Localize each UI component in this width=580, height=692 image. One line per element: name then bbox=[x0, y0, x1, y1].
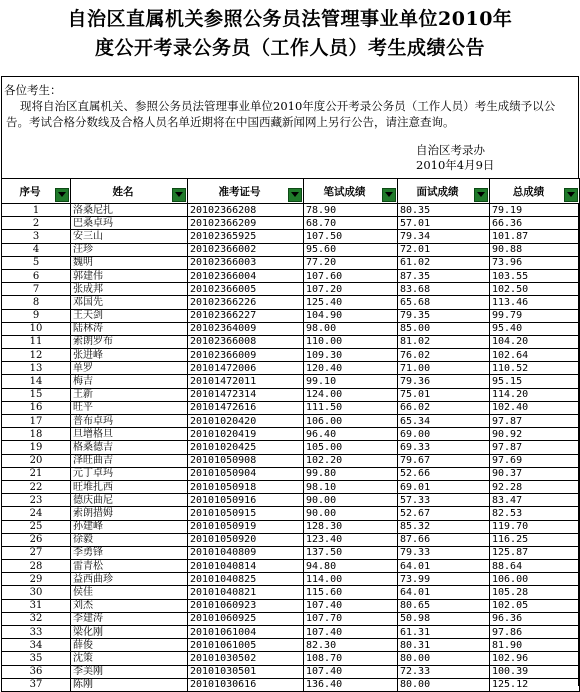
cell-name: 益西曲珍 bbox=[71, 573, 188, 586]
cell-interview-score: 80.35 bbox=[398, 204, 490, 217]
cell-exam-id: 20102366005 bbox=[188, 283, 304, 296]
table-body bbox=[2, 204, 580, 692]
column-header-label: 姓名 bbox=[112, 185, 134, 198]
cell-interview-score: 72.01 bbox=[398, 243, 490, 256]
cell-total-score: 114.20 bbox=[490, 388, 580, 401]
column-header-total-score bbox=[490, 179, 580, 204]
cell-total-score: 101.87 bbox=[490, 230, 580, 243]
cell-index: 12 bbox=[2, 349, 71, 362]
cell-interview-score: 80.00 bbox=[398, 678, 490, 691]
cell-written-score: 136.40 bbox=[304, 678, 398, 691]
cell-written-score: 107.20 bbox=[304, 283, 398, 296]
table-row bbox=[2, 507, 580, 520]
cell-interview-score: 52.67 bbox=[398, 507, 490, 520]
cell-total-score: 102.40 bbox=[490, 401, 580, 414]
column-header-label: 笔试成绩 bbox=[323, 185, 366, 198]
cell-index: 34 bbox=[2, 639, 71, 652]
cell-written-score: 82.30 bbox=[304, 639, 398, 652]
table-row bbox=[2, 533, 580, 546]
cell-name: 刘杰 bbox=[71, 599, 188, 612]
cell-index: 4 bbox=[2, 243, 71, 256]
cell-name: 梅吉 bbox=[71, 375, 188, 388]
cell-exam-id: 20102366009 bbox=[188, 349, 304, 362]
cell-name: 安三山 bbox=[71, 230, 188, 243]
cell-interview-score: 65.34 bbox=[398, 415, 490, 428]
cell-interview-score: 83.68 bbox=[398, 283, 490, 296]
table-row bbox=[2, 243, 580, 256]
table-row bbox=[2, 309, 580, 322]
cell-exam-id: 20101061004 bbox=[188, 626, 304, 639]
cell-written-score: 94.80 bbox=[304, 560, 398, 573]
cell-written-score: 107.60 bbox=[304, 269, 398, 282]
cell-total-score: 90.88 bbox=[490, 243, 580, 256]
cell-name: 汪珍 bbox=[71, 243, 188, 256]
cell-written-score: 78.90 bbox=[304, 204, 398, 217]
cell-interview-score: 87.66 bbox=[398, 533, 490, 546]
cell-index: 16 bbox=[2, 401, 71, 414]
cell-written-score: 68.70 bbox=[304, 217, 398, 230]
cell-index: 18 bbox=[2, 428, 71, 441]
cell-total-score: 90.92 bbox=[490, 428, 580, 441]
cell-total-score: 104.20 bbox=[490, 335, 580, 348]
cell-name: 郭建伟 bbox=[71, 269, 188, 282]
cell-index: 21 bbox=[2, 467, 71, 480]
table-row bbox=[2, 665, 580, 678]
cell-exam-id: 20101020425 bbox=[188, 441, 304, 454]
cell-name: 陈刚 bbox=[71, 678, 188, 691]
table-row bbox=[2, 283, 580, 296]
cell-total-score: 82.53 bbox=[490, 507, 580, 520]
cell-name: 巴桑卓玛 bbox=[71, 217, 188, 230]
cell-interview-score: 65.68 bbox=[398, 296, 490, 309]
table-row bbox=[2, 362, 580, 375]
cell-exam-id: 20101050920 bbox=[188, 533, 304, 546]
table-row bbox=[2, 652, 580, 665]
cell-exam-id: 20102366226 bbox=[188, 296, 304, 309]
cell-total-score: 79.19 bbox=[490, 204, 580, 217]
cell-exam-id: 20102366003 bbox=[188, 256, 304, 269]
cell-exam-id: 20101060923 bbox=[188, 599, 304, 612]
table-row bbox=[2, 612, 580, 625]
cell-index: 7 bbox=[2, 283, 71, 296]
cell-name: 张成邦 bbox=[71, 283, 188, 296]
cell-exam-id: 20101472314 bbox=[188, 388, 304, 401]
cell-interview-score: 69.33 bbox=[398, 441, 490, 454]
header-row bbox=[2, 179, 580, 204]
cell-total-score: 96.36 bbox=[490, 612, 580, 625]
table-row bbox=[2, 678, 580, 691]
cell-written-score: 106.00 bbox=[304, 415, 398, 428]
table-row bbox=[2, 454, 580, 467]
cell-name: 雷青松 bbox=[71, 560, 188, 573]
cell-exam-id: 20101030616 bbox=[188, 678, 304, 691]
table-row bbox=[2, 573, 580, 586]
cell-total-score: 95.40 bbox=[490, 322, 580, 335]
cell-index: 17 bbox=[2, 415, 71, 428]
table-row bbox=[2, 415, 580, 428]
cell-exam-id: 20101050919 bbox=[188, 520, 304, 533]
column-header-index bbox=[2, 179, 71, 204]
cell-interview-score: 80.31 bbox=[398, 639, 490, 652]
table-row bbox=[2, 322, 580, 335]
cell-written-score: 90.00 bbox=[304, 494, 398, 507]
cell-written-score: 96.40 bbox=[304, 428, 398, 441]
table-row bbox=[2, 441, 580, 454]
cell-name: 李美刚 bbox=[71, 665, 188, 678]
cell-index: 26 bbox=[2, 533, 71, 546]
table-row bbox=[2, 520, 580, 533]
cell-interview-score: 64.01 bbox=[398, 586, 490, 599]
cell-total-score: 97.87 bbox=[490, 441, 580, 454]
table-row bbox=[2, 586, 580, 599]
cell-index: 31 bbox=[2, 599, 71, 612]
column-header-exam-id bbox=[188, 179, 304, 204]
cell-total-score: 102.50 bbox=[490, 283, 580, 296]
cell-index: 9 bbox=[2, 309, 71, 322]
cell-total-score: 95.15 bbox=[490, 375, 580, 388]
cell-index: 11 bbox=[2, 335, 71, 348]
cell-written-score: 124.00 bbox=[304, 388, 398, 401]
cell-name: 侯佳 bbox=[71, 586, 188, 599]
cell-total-score: 103.55 bbox=[490, 269, 580, 282]
table-row bbox=[2, 639, 580, 652]
cell-total-score: 125.12 bbox=[490, 678, 580, 691]
cell-index: 22 bbox=[2, 480, 71, 493]
table-row bbox=[2, 494, 580, 507]
cell-written-score: 123.40 bbox=[304, 533, 398, 546]
cell-exam-id: 20101472616 bbox=[188, 401, 304, 414]
cell-total-score: 100.39 bbox=[490, 665, 580, 678]
cell-exam-id: 20101060925 bbox=[188, 612, 304, 625]
cell-total-score: 81.90 bbox=[490, 639, 580, 652]
cell-exam-id: 20102366004 bbox=[188, 269, 304, 282]
cell-name: 泽旺曲吉 bbox=[71, 454, 188, 467]
cell-interview-score: 79.35 bbox=[398, 309, 490, 322]
cell-name: 魏明 bbox=[71, 256, 188, 269]
cell-exam-id: 20101050908 bbox=[188, 454, 304, 467]
cell-interview-score: 76.02 bbox=[398, 349, 490, 362]
cell-name: 旺堆扎西 bbox=[71, 480, 188, 493]
cell-total-score: 66.36 bbox=[490, 217, 580, 230]
filter-dropdown-icon[interactable] bbox=[288, 188, 302, 202]
cell-interview-score: 79.34 bbox=[398, 230, 490, 243]
cell-name: 李建涛 bbox=[71, 612, 188, 625]
column-header-written-score bbox=[304, 179, 398, 204]
cell-index: 10 bbox=[2, 322, 71, 335]
cell-exam-id: 20102366227 bbox=[188, 309, 304, 322]
cell-name: 王天剑 bbox=[71, 309, 188, 322]
cell-name: 索朗措姆 bbox=[71, 507, 188, 520]
cell-interview-score: 79.36 bbox=[398, 375, 490, 388]
cell-written-score: 110.00 bbox=[304, 335, 398, 348]
cell-written-score: 108.70 bbox=[304, 652, 398, 665]
cell-index: 5 bbox=[2, 256, 71, 269]
cell-exam-id: 20101050916 bbox=[188, 494, 304, 507]
cell-index: 35 bbox=[2, 652, 71, 665]
cell-index: 2 bbox=[2, 217, 71, 230]
cell-interview-score: 50.98 bbox=[398, 612, 490, 625]
cell-index: 8 bbox=[2, 296, 71, 309]
cell-exam-id: 20101040821 bbox=[188, 586, 304, 599]
cell-written-score: 107.40 bbox=[304, 626, 398, 639]
table-row bbox=[2, 269, 580, 282]
cell-name: 孙建峰 bbox=[71, 520, 188, 533]
table-row bbox=[2, 546, 580, 559]
cell-name: 德庆曲尼 bbox=[71, 494, 188, 507]
cell-interview-score: 61.02 bbox=[398, 256, 490, 269]
cell-interview-score: 80.65 bbox=[398, 599, 490, 612]
table-row bbox=[2, 217, 580, 230]
cell-interview-score: 69.01 bbox=[398, 480, 490, 493]
cell-exam-id: 20102365925 bbox=[188, 230, 304, 243]
cell-name: 梁化刚 bbox=[71, 626, 188, 639]
cell-name: 索朗罗布 bbox=[71, 335, 188, 348]
cell-exam-id: 20101050918 bbox=[188, 480, 304, 493]
column-header-label: 序号 bbox=[19, 185, 41, 198]
cell-index: 24 bbox=[2, 507, 71, 520]
cell-written-score: 77.20 bbox=[304, 256, 398, 269]
cell-written-score: 107.40 bbox=[304, 599, 398, 612]
cell-total-score: 116.25 bbox=[490, 533, 580, 546]
table-row bbox=[2, 401, 580, 414]
cell-index: 28 bbox=[2, 560, 71, 573]
cell-interview-score: 85.00 bbox=[398, 322, 490, 335]
cell-exam-id: 20101030501 bbox=[188, 665, 304, 678]
cell-total-score: 102.05 bbox=[490, 599, 580, 612]
cell-written-score: 104.90 bbox=[304, 309, 398, 322]
table-row bbox=[2, 335, 580, 348]
cell-exam-id: 20101020419 bbox=[188, 428, 304, 441]
table-row bbox=[2, 230, 580, 243]
cell-total-score: 106.00 bbox=[490, 573, 580, 586]
table-row bbox=[2, 467, 580, 480]
cell-total-score: 113.46 bbox=[490, 296, 580, 309]
cell-total-score: 97.87 bbox=[490, 415, 580, 428]
cell-interview-score: 57.01 bbox=[398, 217, 490, 230]
cell-index: 37 bbox=[2, 678, 71, 691]
cell-interview-score: 66.02 bbox=[398, 401, 490, 414]
cell-total-score: 125.87 bbox=[490, 546, 580, 559]
cell-index: 13 bbox=[2, 362, 71, 375]
cell-total-score: 97.86 bbox=[490, 626, 580, 639]
cell-written-score: 99.10 bbox=[304, 375, 398, 388]
cell-index: 6 bbox=[2, 269, 71, 282]
cell-interview-score: 79.67 bbox=[398, 454, 490, 467]
cell-total-score: 73.96 bbox=[490, 256, 580, 269]
cell-written-score: 128.30 bbox=[304, 520, 398, 533]
cell-interview-score: 73.99 bbox=[398, 573, 490, 586]
column-header-name bbox=[71, 179, 188, 204]
cell-name: 格桑德吉 bbox=[71, 441, 188, 454]
issuer: 自治区考录办 bbox=[416, 143, 485, 157]
cell-written-score: 90.00 bbox=[304, 507, 398, 520]
cell-written-score: 115.60 bbox=[304, 586, 398, 599]
cell-exam-id: 20101020420 bbox=[188, 415, 304, 428]
notice-body: 现将自治区直属机关、参照公务员法管理事业单位2010年度公开考录公务员（工作人员）考生成绩予以公告。考试合格分数线及合格人员名单近期将在中国西藏新闻网上另行公告，请注意查询。 bbox=[6, 99, 556, 129]
issue-date: 2010年4月9日 bbox=[416, 158, 495, 172]
table-row bbox=[2, 626, 580, 639]
column-header-interview-score bbox=[398, 179, 490, 204]
cell-written-score: 105.00 bbox=[304, 441, 398, 454]
cell-index: 29 bbox=[2, 573, 71, 586]
cell-index: 3 bbox=[2, 230, 71, 243]
cell-exam-id: 20102366002 bbox=[188, 243, 304, 256]
cell-index: 19 bbox=[2, 441, 71, 454]
table-row bbox=[2, 428, 580, 441]
cell-total-score: 83.47 bbox=[490, 494, 580, 507]
cell-written-score: 137.50 bbox=[304, 546, 398, 559]
cell-index: 25 bbox=[2, 520, 71, 533]
cell-exam-id: 20102364009 bbox=[188, 322, 304, 335]
title-line-1: 自治区直属机关参照公务员法管理事业单位2010年 bbox=[67, 8, 513, 30]
cell-name: 单罗 bbox=[71, 362, 188, 375]
cell-written-score: 107.40 bbox=[304, 665, 398, 678]
cell-name: 王新 bbox=[71, 388, 188, 401]
cell-exam-id: 20101030502 bbox=[188, 652, 304, 665]
cell-exam-id: 20102366208 bbox=[188, 204, 304, 217]
cell-name: 沈策 bbox=[71, 652, 188, 665]
cell-interview-score: 71.00 bbox=[398, 362, 490, 375]
cell-name: 洛桑尼扎 bbox=[71, 204, 188, 217]
filter-dropdown-icon[interactable] bbox=[172, 188, 186, 202]
cell-exam-id: 20101050915 bbox=[188, 507, 304, 520]
filter-dropdown-icon[interactable] bbox=[564, 188, 578, 202]
cell-total-score: 102.64 bbox=[490, 349, 580, 362]
table-row bbox=[2, 560, 580, 573]
cell-name: 普布卓玛 bbox=[71, 415, 188, 428]
cell-written-score: 95.60 bbox=[304, 243, 398, 256]
cell-name: 张进峰 bbox=[71, 349, 188, 362]
table-row bbox=[2, 256, 580, 269]
cell-written-score: 107.70 bbox=[304, 612, 398, 625]
table-row bbox=[2, 599, 580, 612]
cell-total-score: 88.64 bbox=[490, 560, 580, 573]
cell-exam-id: 20101040809 bbox=[188, 546, 304, 559]
cell-index: 20 bbox=[2, 454, 71, 467]
cell-interview-score: 75.01 bbox=[398, 388, 490, 401]
cell-written-score: 125.40 bbox=[304, 296, 398, 309]
cell-name: 李勇锋 bbox=[71, 546, 188, 559]
cell-name: 元丁卓玛 bbox=[71, 467, 188, 480]
cell-index: 27 bbox=[2, 546, 71, 559]
cell-total-score: 99.79 bbox=[490, 309, 580, 322]
cell-interview-score: 85.32 bbox=[398, 520, 490, 533]
cell-index: 32 bbox=[2, 612, 71, 625]
cell-written-score: 120.40 bbox=[304, 362, 398, 375]
table-row bbox=[2, 388, 580, 401]
cell-name: 薛俊 bbox=[71, 639, 188, 652]
cell-name: 旺平 bbox=[71, 401, 188, 414]
cell-interview-score: 79.33 bbox=[398, 546, 490, 559]
filter-dropdown-icon[interactable] bbox=[382, 188, 396, 202]
cell-name: 邓国先 bbox=[71, 296, 188, 309]
cell-interview-score: 64.01 bbox=[398, 560, 490, 573]
table-row bbox=[2, 204, 580, 217]
cell-total-score: 105.28 bbox=[490, 586, 580, 599]
cell-written-score: 98.00 bbox=[304, 322, 398, 335]
cell-index: 36 bbox=[2, 665, 71, 678]
table-row bbox=[2, 296, 580, 309]
cell-name: 陆林涛 bbox=[71, 322, 188, 335]
column-header-label: 总成绩 bbox=[512, 185, 545, 198]
cell-total-score: 119.70 bbox=[490, 520, 580, 533]
cell-written-score: 107.50 bbox=[304, 230, 398, 243]
cell-interview-score: 87.35 bbox=[398, 269, 490, 282]
cell-index: 14 bbox=[2, 375, 71, 388]
filter-dropdown-icon[interactable] bbox=[474, 188, 488, 202]
cell-exam-id: 20101472011 bbox=[188, 375, 304, 388]
cell-interview-score: 69.00 bbox=[398, 428, 490, 441]
cell-name: 旦增格旦 bbox=[71, 428, 188, 441]
cell-interview-score: 81.02 bbox=[398, 335, 490, 348]
greeting: 各位考生： bbox=[4, 83, 62, 97]
cell-exam-id: 20101040814 bbox=[188, 560, 304, 573]
cell-total-score: 110.52 bbox=[490, 362, 580, 375]
cell-interview-score: 72.33 bbox=[398, 665, 490, 678]
cell-written-score: 114.00 bbox=[304, 573, 398, 586]
cell-name: 徐毅 bbox=[71, 533, 188, 546]
cell-total-score: 90.37 bbox=[490, 467, 580, 480]
table-row bbox=[2, 375, 580, 388]
cell-exam-id: 20102366209 bbox=[188, 217, 304, 230]
column-header-label: 准考证号 bbox=[218, 185, 261, 198]
table-row bbox=[2, 349, 580, 362]
cell-exam-id: 20102366008 bbox=[188, 335, 304, 348]
column-header-label: 面试成绩 bbox=[416, 185, 459, 198]
cell-interview-score: 57.33 bbox=[398, 494, 490, 507]
title-line-2: 度公开考录公务员（工作人员）考生成绩公告 bbox=[94, 37, 485, 59]
filter-dropdown-icon[interactable] bbox=[55, 188, 69, 202]
cell-written-score: 109.30 bbox=[304, 349, 398, 362]
cell-index: 23 bbox=[2, 494, 71, 507]
scores-table bbox=[1, 178, 580, 692]
cell-total-score: 97.69 bbox=[490, 454, 580, 467]
cell-index: 1 bbox=[2, 204, 71, 217]
signature-block bbox=[416, 143, 494, 173]
table-row bbox=[2, 480, 580, 493]
cell-written-score: 98.10 bbox=[304, 480, 398, 493]
cell-interview-score: 80.00 bbox=[398, 652, 490, 665]
cell-total-score: 102.96 bbox=[490, 652, 580, 665]
cell-written-score: 111.50 bbox=[304, 401, 398, 414]
cell-index: 33 bbox=[2, 626, 71, 639]
cell-interview-score: 52.66 bbox=[398, 467, 490, 480]
cell-exam-id: 20101061005 bbox=[188, 639, 304, 652]
cell-index: 15 bbox=[2, 388, 71, 401]
cell-exam-id: 20101040825 bbox=[188, 573, 304, 586]
page-title bbox=[0, 5, 580, 63]
cell-index: 30 bbox=[2, 586, 71, 599]
cell-total-score: 92.28 bbox=[490, 480, 580, 493]
cell-exam-id: 20101050904 bbox=[188, 467, 304, 480]
cell-exam-id: 20101472006 bbox=[188, 362, 304, 375]
cell-interview-score: 61.31 bbox=[398, 626, 490, 639]
cell-written-score: 102.20 bbox=[304, 454, 398, 467]
cell-written-score: 99.80 bbox=[304, 467, 398, 480]
